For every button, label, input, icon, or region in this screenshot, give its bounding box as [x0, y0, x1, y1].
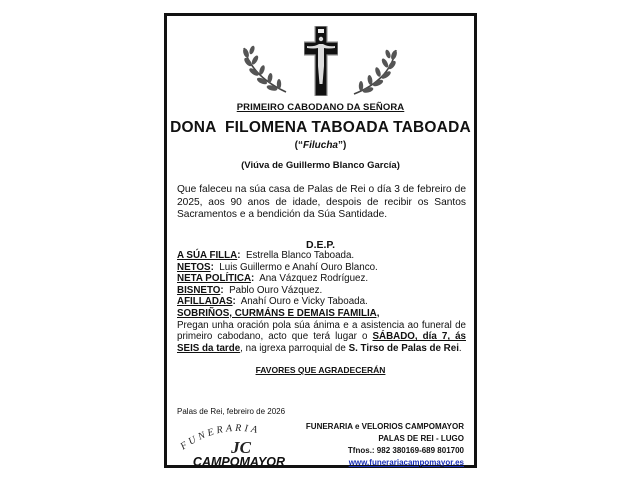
funeral-location: S. Tirso de Palas de Rei	[348, 342, 459, 354]
nickname-close: ”)	[338, 140, 347, 151]
family-label: BISNETO	[177, 284, 221, 296]
family-label: NETOS	[177, 261, 211, 273]
family-row-daughter: A SÚA FILLA: Estrella Blanco Taboada.	[177, 250, 355, 261]
notice-subtitle: PRIMEIRO CABODANO DA SEÑORA	[236, 102, 405, 113]
funeral-home-info	[306, 421, 464, 469]
crucifix-icon	[304, 26, 338, 96]
place-date: Palas de Rei, febreiro de 2026	[177, 407, 286, 416]
deceased-name: DONA FILOMENA TABOADA TABOADA	[170, 119, 471, 136]
header-artwork	[167, 26, 474, 104]
funeral-home-logo	[173, 420, 308, 468]
family-row-relatives	[177, 308, 466, 320]
funeral-datetime: SÁBADO, día 7, ás SEIS da tarde	[177, 331, 466, 354]
family-value: Ana Vázquez Rodríguez.	[259, 273, 369, 285]
funeral-home-location: PALAS DE REI - LUGO	[378, 434, 464, 443]
family-label: A SÚA FILLA	[177, 250, 238, 261]
family-value: Anahí Ouro e Vicky Taboada.	[240, 296, 368, 308]
laurel-branch-icon	[350, 48, 400, 98]
request-text: .	[458, 342, 462, 354]
family-label: NETA POLÍTICA	[177, 273, 252, 285]
family-list	[177, 250, 466, 354]
family-row-goddaughters: AFILLADAS: Anahí Ouro e Vicky Taboada.	[177, 296, 368, 308]
funeral-home-phones: Tfnos.: 982 380169-689 801700	[347, 446, 464, 455]
funeral-home-website-link[interactable]: www.funerariacampomayor.es	[348, 458, 464, 467]
thanks-line: FAVORES QUE AGRADECERÁN	[255, 365, 386, 375]
funeral-request	[177, 320, 466, 355]
funeral-home-name: FUNERARIA e VELORIOS CAMPOMAYOR	[305, 422, 464, 431]
request-text: , na igrexa parroquial de	[240, 342, 349, 354]
relatives-label: SOBRIÑOS, CURMÁNS E DEMAIS FAMILIA,	[177, 307, 380, 319]
family-row-granddaughter-in-law: NETA POLÍTICA: Ana Vázquez Rodríguez.	[177, 273, 369, 285]
logo-arc-text: FUNERARIA	[178, 422, 262, 453]
family-value: Pablo Ouro Vázquez.	[229, 284, 323, 296]
family-row-great-grandson: BISNETO: Pablo Ouro Vázquez.	[177, 284, 323, 296]
nickname-line	[167, 140, 474, 151]
request-text: Pregan unha oración pola súa ánima e a asistencia ao funeral de primeiro cabodano, acto que terá lugar o	[177, 319, 466, 343]
widow-of: (Viúva de Guillermo Blanco García)	[241, 160, 400, 171]
laurel-branch-icon	[240, 44, 290, 96]
death-announcement: Que faleceu na súa casa de Palas de Rei o día 3 de febreiro de 2025, aos 90 anos de idade, despois de recibir os Santos Sacramentos e a bendición da Súa Santidade.	[177, 184, 466, 221]
logo-monogram: JC	[231, 438, 251, 457]
family-label: AFILLADAS	[177, 296, 233, 308]
rip-label: D.E.P.	[306, 239, 335, 251]
family-value: Estrella Blanco Taboada.	[245, 250, 355, 261]
family-value: Luis Guillermo e Anahí Ouro Blanco.	[219, 261, 378, 273]
obituary-card	[164, 13, 477, 468]
nickname-open: (“	[294, 140, 303, 151]
logo-name: CAMPOMAYOR	[192, 455, 286, 468]
nickname: Filucha	[302, 140, 338, 151]
family-row-grandchildren: NETOS: Luis Guillermo e Anahí Ouro Blanco.	[177, 261, 378, 273]
